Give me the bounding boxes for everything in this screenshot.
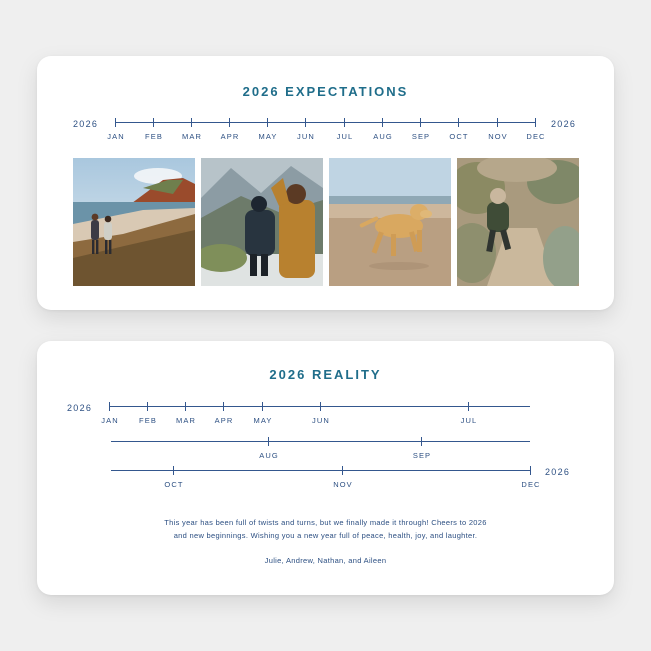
month-label-dec: DEC [526,132,546,141]
timeline-tick [173,466,174,475]
reality-card [37,341,614,595]
expectations-title: 2026 EXPECTATIONS [242,84,409,99]
month-label-sep: SEP [412,451,432,460]
timeline-tick [458,118,459,127]
month-label-feb: FEB [145,132,163,141]
timeline-end-year: 2026 [551,119,577,129]
month-label-mar: MAR [176,416,196,425]
mountain-family-photo [201,158,323,286]
timeline-tick [115,118,116,127]
month-label-nov: NOV [333,480,353,489]
greeting-message-line-2: and new beginnings. Wishing you a new year full of peace, health, joy, and laughter. [173,531,478,540]
timeline-tick [530,466,531,475]
timeline-tick [320,402,321,411]
timeline-start-year: 2026 [73,119,99,129]
timeline-end-year: 2026 [545,467,571,477]
month-label-jan: JAN [101,416,119,425]
timeline-tick [229,118,230,127]
month-label-oct: OCT [164,480,184,489]
timeline-start-year: 2026 [67,403,93,413]
month-label-dec: DEC [521,480,541,489]
month-label-jun: JUN [297,132,315,141]
month-label-may: MAY [253,416,273,425]
family-signature: Julie, Andrew, Nathan, and Aileen [264,556,387,565]
month-label-jul: JUL [336,132,354,141]
month-label-aug: AUG [373,132,393,141]
reality-title: 2026 REALITY [269,367,382,382]
timeline-tick [153,118,154,127]
timeline-tick [421,437,422,446]
month-label-nov: NOV [488,132,508,141]
timeline-tick [267,118,268,127]
timeline-tick [342,466,343,475]
month-label-aug: AUG [259,451,279,460]
timeline-tick [344,118,345,127]
beach-dog-photo [329,158,451,286]
month-label-apr: APR [214,416,234,425]
month-label-jul: JUL [460,416,478,425]
month-label-oct: OCT [449,132,469,141]
timeline-tick [382,118,383,127]
timeline-tick [420,118,421,127]
month-label-may: MAY [258,132,278,141]
timeline-tick [535,118,536,127]
month-label-sep: SEP [411,132,431,141]
month-label-apr: APR [220,132,240,141]
timeline-tick [185,402,186,411]
timeline-tick [497,118,498,127]
timeline-tick [468,402,469,411]
month-label-jan: JAN [107,132,125,141]
timeline-tick [305,118,306,127]
timeline-tick [262,402,263,411]
child-running-trail-photo [457,158,579,286]
expectations-timeline-line [115,122,536,123]
timeline-tick [191,118,192,127]
expectations-card [37,56,614,310]
month-label-mar: MAR [182,132,202,141]
timeline-tick [268,437,269,446]
greeting-message-line-1: This year has been full of twists and turns, but we finally made it through! Cheers to 2026 [164,518,487,527]
timeline-tick [109,402,110,411]
timeline-tick [147,402,148,411]
month-label-feb: FEB [139,416,157,425]
timeline-tick [223,402,224,411]
coastal-couple-photo [73,158,195,286]
reality-timeline-row-2 [111,441,530,442]
month-label-jun: JUN [312,416,330,425]
